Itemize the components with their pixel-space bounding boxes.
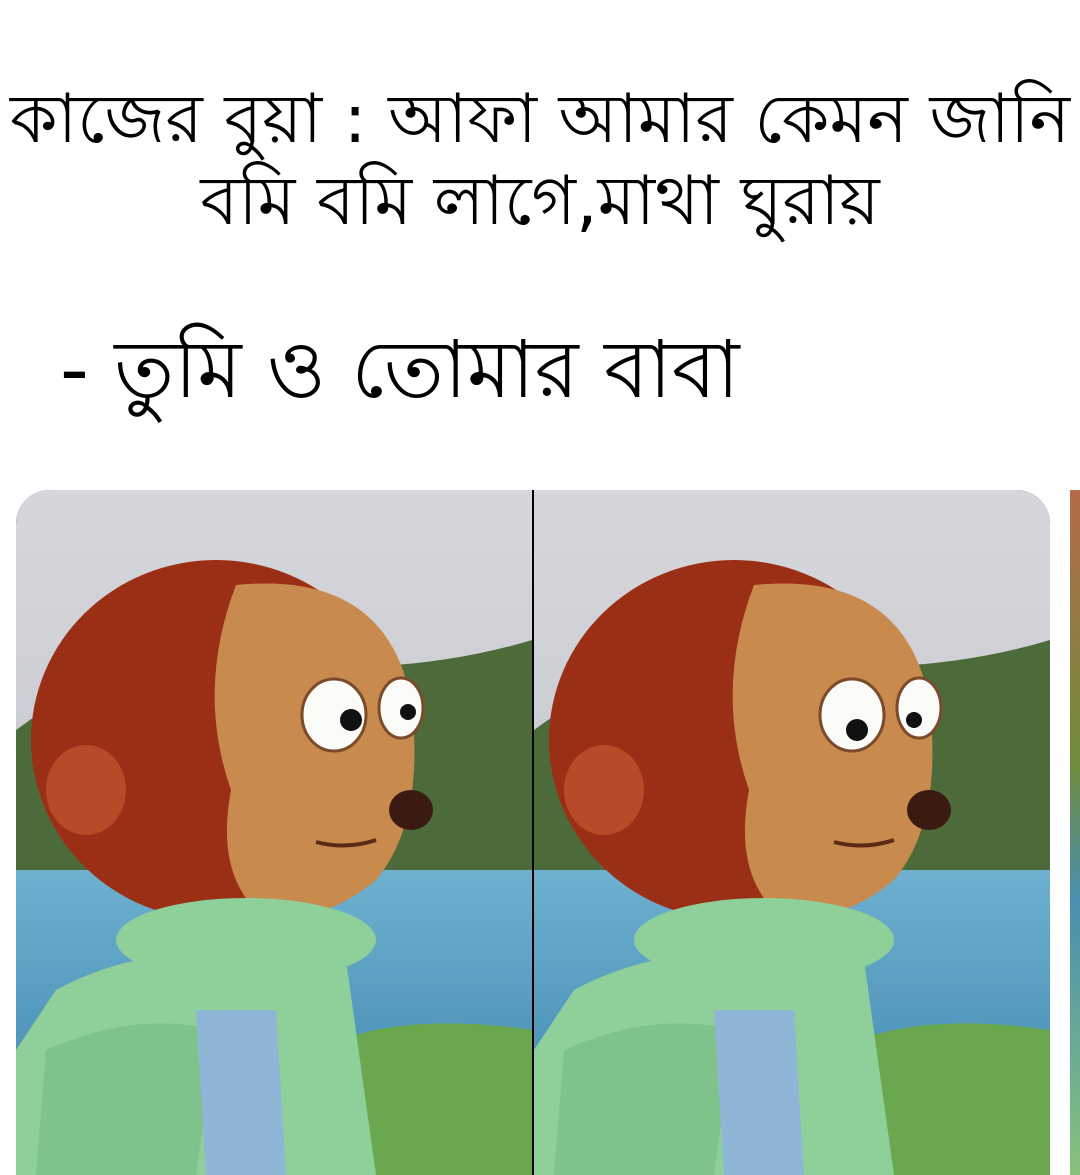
- adjacent-image-edge: [1070, 490, 1080, 1175]
- awkward-puppet-glance-away-icon: [16, 490, 532, 1175]
- awkward-puppet-glance-side-icon: [534, 490, 1050, 1175]
- right-panel: [534, 490, 1050, 1175]
- caption-line-1: কাজের বুয়া : আফা আমার কেমন জানি: [9, 80, 1071, 159]
- meme-image: [16, 490, 1050, 1175]
- left-panel: [16, 490, 532, 1175]
- caption-response: - তুমি ও তোমার বাবা: [60, 323, 740, 416]
- caption-line-2: বমি বমি লাগে,মাথা ঘুরায়: [200, 162, 880, 241]
